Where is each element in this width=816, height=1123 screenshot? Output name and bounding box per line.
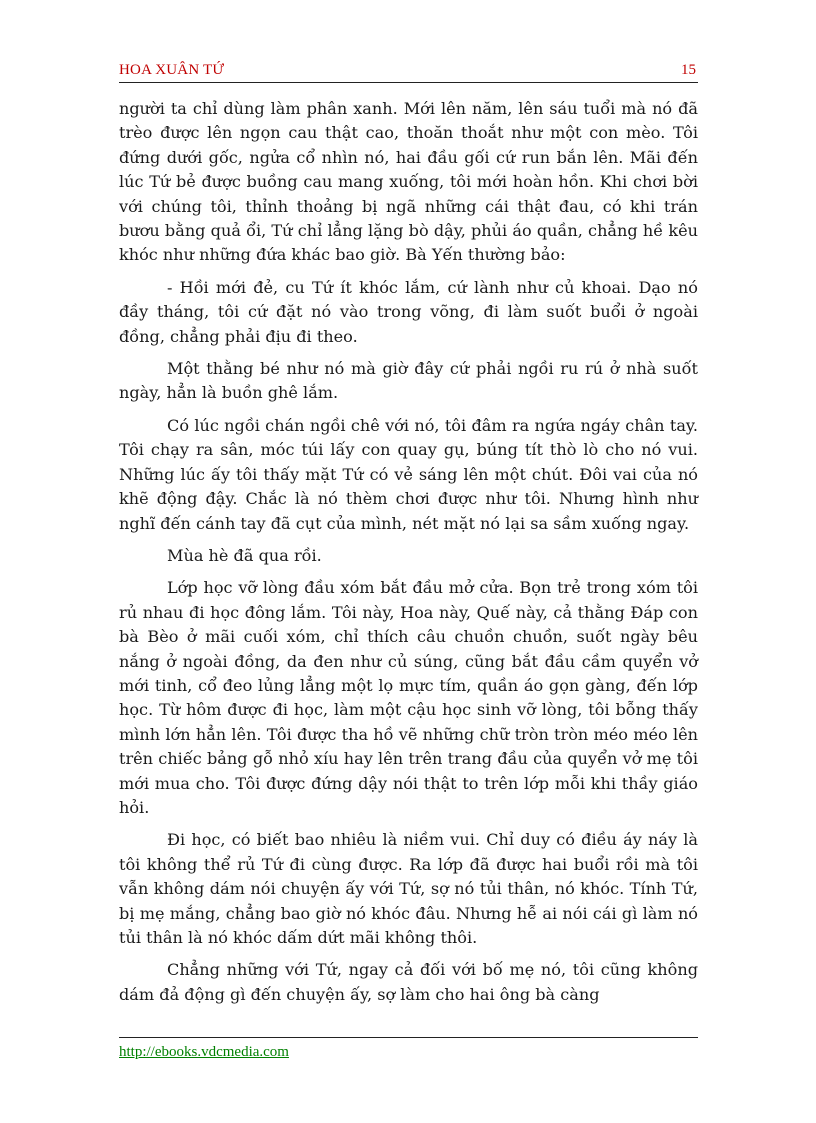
paragraph-2: - Hồi mới đẻ, cu Tứ ít khóc lắm, cứ lành như củ khoai. Dạo nó đầy tháng, tôi cứ đặt nó vào trong võng, đi làm suốt buổi ở ngoài đồng, chẳng phải địu đi theo. — [119, 277, 698, 346]
paragraph-4: Có lúc ngồi chán ngồi chê với nó, tôi đâm ra ngứa ngáy chân tay. Tôi chạy ra sân, móc túi lấy con quay gụ, búng tít thò lò cho nó vui. Những lúc ấy tôi thấy mặt Tứ có vẻ sáng lên một chút. Đôi vai của nó khẽ động đậy. Chắc là nó thèm chơi được như tôi. Nhưng hình như nghĩ đến cánh tay đã cụt của mình, nét mặt nó lại sa sầm xuống ngay. — [119, 415, 698, 533]
paragraph-5: Mùa hè đã qua rồi. — [167, 545, 322, 565]
page-number: 15 — [681, 62, 696, 78]
footer-link[interactable]: http://ebooks.vdcmedia.com — [119, 1044, 289, 1060]
paragraph-8: Chẳng những với Tứ, ngay cả đối với bố mẹ nó, tôi cũng không dám đả động gì đến chuyện ấy, sợ làm cho hai ông bà càng — [119, 960, 698, 1004]
paragraph-7: Đi học, có biết bao nhiêu là niềm vui. Chỉ duy có điều áy náy là tôi không thể rủ Tứ đi cùng được. Ra lớp đã được hai buổi rồi mà tôi vẫn không dám nói chuyện ấy với Tứ, sợ nó tủi thân, nó khóc. Tính Tứ, bị mẹ mắng, chẳng bao giờ nó khóc đâu. Nhưng hễ ai nói cái gì làm nó tủi thân là nó khóc dấm dứt mãi không thôi. — [119, 830, 698, 947]
book-title: HOA XUÂN TỨ — [119, 62, 225, 78]
paragraph-3: Một thằng bé như nó mà giờ đây cứ phải ngồi ru rú ở nhà suốt ngày, hẳn là buồn ghê lắm. — [119, 359, 698, 403]
page-header — [119, 60, 698, 83]
page-body — [119, 97, 698, 1015]
paragraph-1: người ta chỉ dùng làm phân xanh. Mới lên năm, lên sáu tuổi mà nó đã trèo được lên ngọn cau thật cao, thoăn thoắt như một con mèo. Tôi đứng dưới gốc, ngửa cổ nhìn nó, hai đầu gối cứ run bắn lên. Mãi đến lúc Tứ bẻ được buồng cau mang xuống, tôi mới hoàn hồn. Khi chơi bời với chúng tôi, thỉnh thoảng bị ngã những cái thật đau, có khi trán bươu bằng quả ổi, Tứ chỉ lẳng lặng bò dậy, phủi áo quần, chẳng hề kêu khóc như những đứa khác bao giờ. Bà Yến thường bảo: — [119, 99, 698, 265]
footer-divider — [119, 1037, 698, 1038]
paragraph-6: Lớp học vỡ lòng đầu xóm bắt đầu mở cửa. Bọn trẻ trong xóm tôi rủ nhau đi học đông lắm. Tôi này, Hoa này, Quế này, cả thằng Đáp con bà Bèo ở mãi cuối xóm, chỉ thích câu chuồn chuồn, suốt ngày bêu nắng ở ngoài đồng, da đen như củ súng, cũng bắt đầu cầm quyển vở mới tinh, cổ đeo lủng lẳng một lọ mực tím, quần áo gọn gàng, đến lớp học. Từ hôm được đi học, làm một cậu học sinh vỡ lòng, tôi bỗng thấy mình lớn hẳn lên. Tôi được tha hồ vẽ những chữ tròn tròn méo méo lên trên chiếc bảng gỗ nhỏ xíu hay lên trên trang đầu của quyển vở mẹ tôi mới mua cho. Tôi được đứng dậy nói thật to trên lớp mỗi khi thầy giáo hỏi. — [119, 578, 698, 817]
